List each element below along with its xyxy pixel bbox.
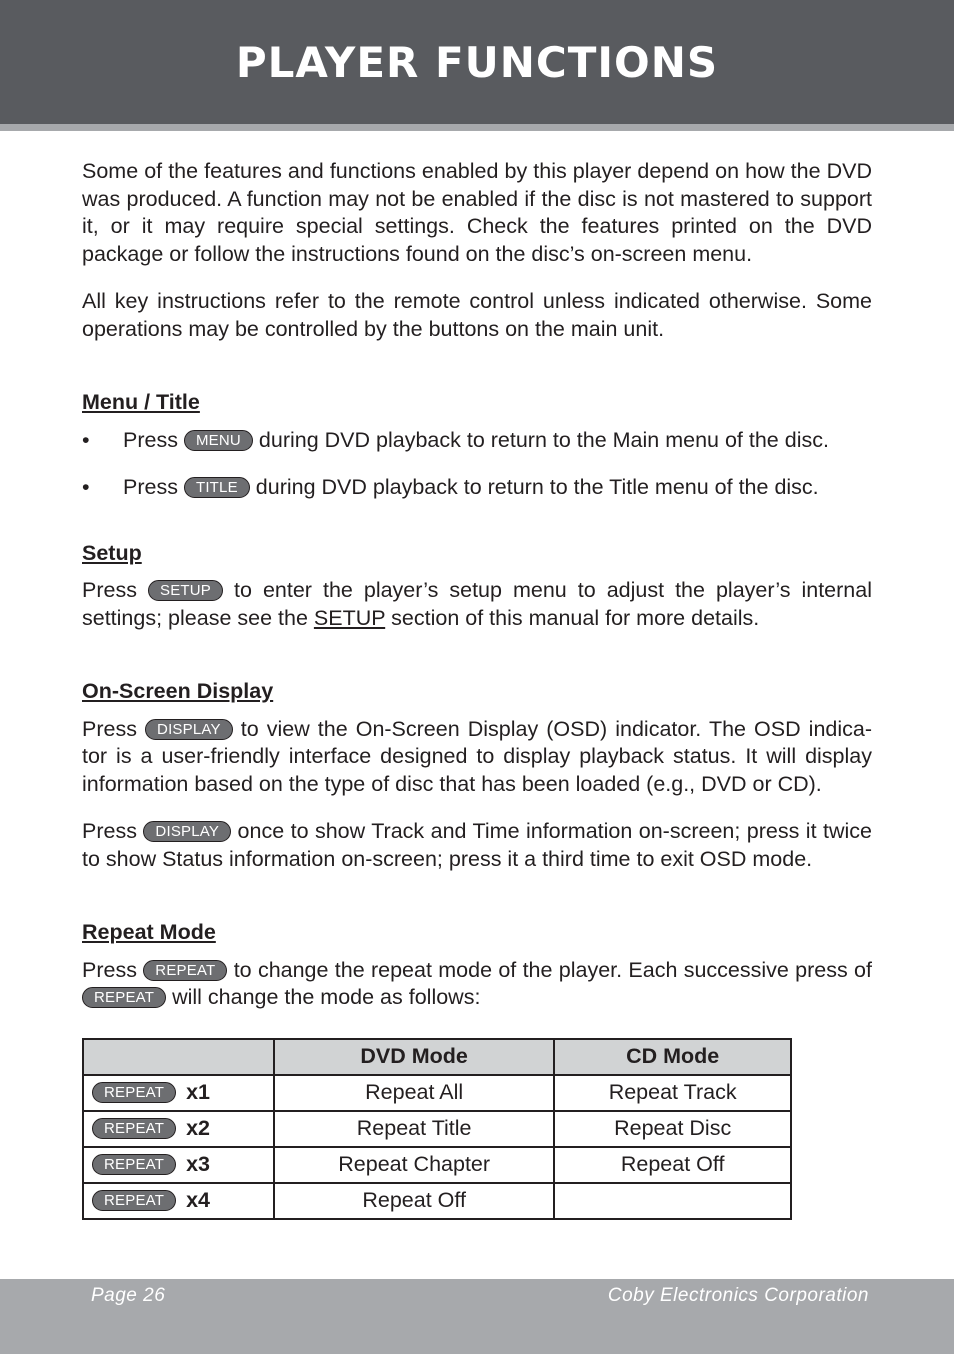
repeat-key-icon: REPEAT: [82, 987, 166, 1008]
bullet-text: Press MENU during DVD playback to return to the Main menu of the disc.: [123, 427, 829, 452]
table-row: [83, 1075, 791, 1111]
setup-heading: Setup: [82, 540, 142, 565]
cd-mode-cell: Repeat Off: [554, 1147, 791, 1183]
cd-mode-cell: Repeat Disc: [554, 1111, 791, 1147]
repeat-key-icon: REPEAT: [92, 1118, 176, 1139]
table-header-cd: CD Mode: [554, 1039, 791, 1075]
repeat-key-icon: REPEAT: [92, 1082, 176, 1103]
osd-heading: On-Screen Display: [82, 679, 274, 703]
repeat-paragraph: Press REPEAT to change the repeat mode of the player. Each successive press of REPEAT will change the mode as follows:: [82, 957, 872, 1009]
page-number: Page 26: [91, 1285, 166, 1306]
table-header-row: [83, 1039, 791, 1075]
repeat-mode-table: [82, 1038, 792, 1220]
bullet-marker: •: [82, 475, 90, 499]
dvd-mode-cell: Repeat All: [274, 1075, 554, 1111]
header-divider: [0, 124, 954, 131]
setup-section-link[interactable]: SETUP: [313, 605, 386, 630]
intro-paragraph-2: All key instructions refer to the remote control unless indicated otherwise. Some operations may be controlled by the buttons on the main unit.: [82, 289, 872, 341]
dvd-mode-cell: Repeat Title: [274, 1111, 554, 1147]
list-item: [82, 427, 872, 455]
main-content: [82, 158, 872, 1220]
press-count-cell: REPEAT x2: [83, 1111, 274, 1147]
list-item: [82, 474, 872, 502]
table-header-dvd: DVD Mode: [274, 1039, 554, 1075]
table-row: [83, 1111, 791, 1147]
page-title: PLAYER FUNCTIONS: [235, 38, 719, 87]
page-footer: [0, 1279, 954, 1354]
display-key-icon: DISPLAY: [143, 821, 231, 842]
table-row: [83, 1147, 791, 1183]
cd-mode-cell: Repeat Track: [554, 1075, 791, 1111]
press-count-cell: REPEAT x1: [83, 1075, 274, 1111]
intro-paragraph-1: Some of the features and functions enabled by this player depend on how the DVD was produced. A function may not be enabled if the disc is not mastered to support it, or it may require special settings. Check the features printed on the DVD package or follow the instructions found on the disc’s on-screen menu.: [82, 159, 872, 266]
page-header: [0, 0, 954, 124]
dvd-mode-cell: Repeat Off: [274, 1183, 554, 1219]
cd-mode-cell: [554, 1183, 791, 1219]
repeat-heading: Repeat Mode: [82, 920, 216, 944]
menu-key-icon: MENU: [184, 430, 253, 451]
setup-paragraph: Press SETUP to enter the player’s setup menu to adjust the player’s internal settings; please see the SETUP section of this manual for more details.: [82, 578, 872, 630]
bullet-text: Press TITLE during DVD playback to return to the Title menu of the disc.: [123, 475, 819, 499]
press-count-cell: REPEAT x4: [83, 1183, 274, 1219]
setup-key-icon: SETUP: [148, 580, 223, 601]
bullet-marker: •: [82, 427, 90, 452]
company-name: Coby Electronics Corporation: [607, 1285, 869, 1306]
repeat-key-icon: REPEAT: [92, 1154, 176, 1175]
repeat-key-icon: REPEAT: [143, 960, 227, 981]
osd-paragraph-2: Press DISPLAY once to show Track and Time information on-screen; press it twice to show Status information on-screen; press it a third time to exit OSD mode.: [82, 819, 872, 871]
osd-paragraph-1: Press DISPLAY to view the On-Screen Display (OSD) indicator. The OSD indica-tor is a user-friendly interface designed to display playback status. It will display information based on the type of disc that has been loaded (e.g., DVD or CD).: [82, 716, 873, 796]
dvd-mode-cell: Repeat Chapter: [274, 1147, 554, 1183]
display-key-icon: DISPLAY: [145, 719, 233, 740]
repeat-key-icon: REPEAT: [92, 1190, 176, 1211]
title-key-icon: TITLE: [184, 477, 250, 498]
table-row: [83, 1183, 791, 1219]
press-count-cell: REPEAT x3: [83, 1147, 274, 1183]
table-header-blank: [83, 1039, 274, 1075]
menu-title-heading: Menu / Title: [82, 390, 200, 414]
